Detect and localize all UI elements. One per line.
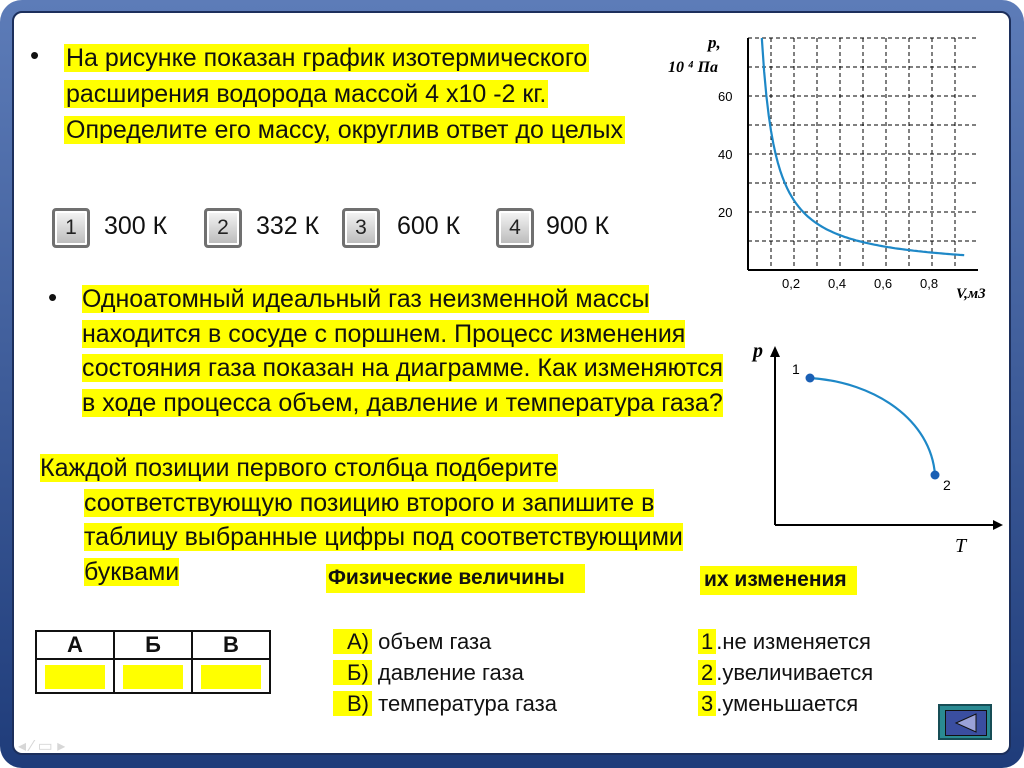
y-tick-label: 20 xyxy=(718,205,733,220)
item-key-a: А) xyxy=(333,629,372,654)
left-column-list xyxy=(333,626,557,719)
back-triangle-icon xyxy=(946,711,986,735)
instruction-rest: соответствующую позицию второго и запишите в таблицу выбранные цифры под соответствующими буквами xyxy=(84,488,683,586)
item-key-c: В) xyxy=(333,691,372,716)
prev-arrow-icon[interactable]: ◂ xyxy=(18,738,27,755)
left-heading-text: Физические величины xyxy=(326,564,585,593)
item-key-1: 1 xyxy=(698,629,716,654)
answer-cell-b-highlight xyxy=(123,665,183,689)
option-2-label: 332 К xyxy=(256,212,320,240)
answer-table-header-row xyxy=(36,631,270,659)
answer-header-a: А xyxy=(36,631,114,659)
slideshow-controls xyxy=(18,736,65,756)
y-tick-label: 40 xyxy=(718,147,733,162)
answer-cell-a[interactable] xyxy=(36,659,114,693)
item-text: объем газа xyxy=(372,629,492,654)
pt-y-arrow-icon xyxy=(770,346,780,357)
answer-cell-a-highlight xyxy=(45,665,105,689)
option-1-button[interactable]: 1 xyxy=(52,208,90,248)
isotherm-chart xyxy=(660,28,1010,308)
list-item xyxy=(333,688,557,719)
pt-point-2-label: 2 xyxy=(943,477,951,493)
item-text: давление газа xyxy=(371,660,524,685)
option-3-label: 600 К xyxy=(397,212,461,240)
pt-process-curve xyxy=(810,378,935,475)
isotherm-xlabel: V,м3 xyxy=(956,286,986,302)
pt-point-1 xyxy=(806,374,815,383)
item-key-3: 3 xyxy=(698,691,716,716)
isotherm-ticks xyxy=(718,89,938,291)
next-arrow-icon[interactable]: ▸ xyxy=(57,738,66,755)
x-tick-label: 0,4 xyxy=(828,276,847,291)
answer-header-c: В xyxy=(192,631,270,659)
x-tick-label: 0,2 xyxy=(782,276,801,291)
list-item xyxy=(333,626,557,657)
pt-diagram xyxy=(745,335,1005,565)
right-column-heading xyxy=(700,568,857,592)
option-4-button[interactable]: 4 xyxy=(496,208,534,248)
question1-text-span: На рисунке показан график изотермического расширения водорода массой 4 x10 -2 кг. Определите его массу, округлив ответ до целых xyxy=(66,44,623,144)
question2-text xyxy=(82,282,737,420)
question1-text xyxy=(64,40,664,148)
answer-cell-c[interactable] xyxy=(192,659,270,693)
y-tick-label: 60 xyxy=(718,89,733,104)
right-heading-text: их изменения xyxy=(700,566,857,595)
answer-cell-c-highlight xyxy=(201,665,261,689)
item-key-2: 2 xyxy=(698,660,716,685)
answer-table xyxy=(35,630,271,694)
list-item xyxy=(698,626,873,657)
back-button-face xyxy=(945,710,987,736)
option-2-button[interactable]: 2 xyxy=(204,208,242,248)
pt-ylabel: p xyxy=(753,340,763,362)
answer-table-input-row xyxy=(36,659,270,693)
list-item xyxy=(333,657,557,688)
list-item xyxy=(698,657,873,688)
question2-text-span: Одноатомный идеальный газ неизменной массы находится в сосуде с поршнем. Процесс изменения состояния газа показан на диаграмме. Как изменяются в ходе процесса объем, давление и температура газа? xyxy=(82,285,724,417)
pt-point-2 xyxy=(931,471,940,480)
option-1-label: 300 К xyxy=(104,212,168,240)
pt-x-arrow-icon xyxy=(993,520,1003,530)
option-3-button[interactable]: 3 xyxy=(342,208,380,248)
pt-xlabel: T xyxy=(955,535,967,557)
isotherm-ylabel-p: p, xyxy=(708,33,721,52)
answer-header-b: Б xyxy=(114,631,192,659)
isotherm-grid xyxy=(748,38,978,270)
item-text: температура газа xyxy=(372,691,557,716)
left-column-heading xyxy=(326,566,585,590)
pen-icon[interactable]: ∕ xyxy=(30,738,34,755)
pt-point-1-label: 1 xyxy=(792,361,800,377)
bullet-q1: • xyxy=(30,40,40,70)
isotherm-ylabel-unit: 10 ⁴ Па xyxy=(668,59,719,76)
option-4-label: 900 К xyxy=(546,212,610,240)
list-item xyxy=(698,688,873,719)
answer-cell-b[interactable] xyxy=(114,659,192,693)
item-text: .увеличивается xyxy=(716,660,874,685)
menu-icon[interactable]: ▭ xyxy=(37,738,53,755)
item-text: .уменьшается xyxy=(716,691,859,716)
item-text: .не изменяется xyxy=(716,629,871,654)
item-key-b: Б) xyxy=(333,660,372,685)
instruction-line1: Каждой позиции первого столбца подберите xyxy=(40,454,558,482)
x-tick-label: 0,8 xyxy=(920,276,939,291)
bullet-q2: • xyxy=(48,282,58,312)
x-tick-label: 0,6 xyxy=(874,276,893,291)
back-button[interactable] xyxy=(938,704,992,740)
right-column-list xyxy=(698,626,873,719)
